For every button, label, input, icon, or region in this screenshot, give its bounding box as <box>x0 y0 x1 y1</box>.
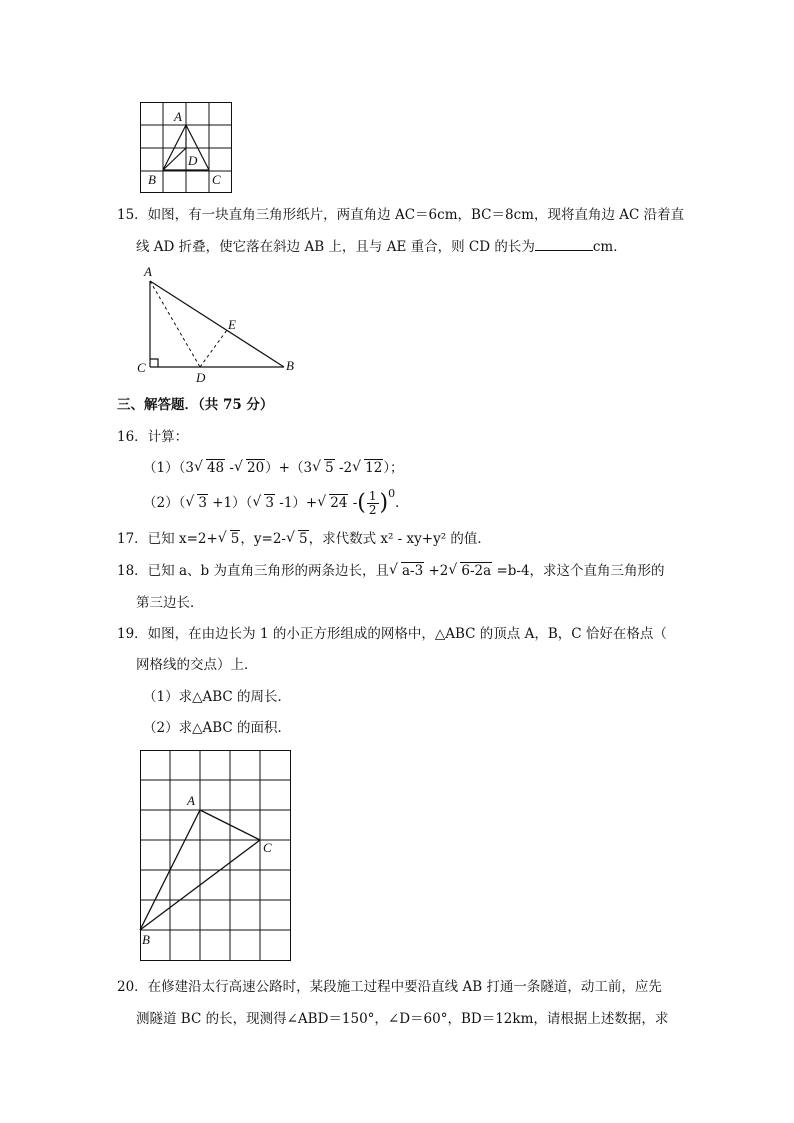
grid-figure-abc <box>140 750 292 962</box>
q16-i2-d: - <box>348 495 358 511</box>
q19-item2: （2）求△ABC 的面积． <box>143 720 292 736</box>
label-c: C <box>263 840 272 855</box>
q19-item1: （1）求△ABC 的周长． <box>143 689 292 705</box>
q17-c: ，求代数式 x² - xy+y² 的值． <box>308 531 491 547</box>
sqrt-6-2a: √ 6-2a <box>449 561 492 581</box>
q16-i1-e: ）； <box>383 460 404 476</box>
label-d: D <box>196 370 206 385</box>
q16-i1-c: ）+（3 <box>265 460 313 476</box>
label-c: C <box>137 360 146 375</box>
section-heading: 三、解答题．（共 75 分） <box>117 397 274 413</box>
triangle-acb <box>150 281 284 367</box>
sqrt-24: √ 24 <box>318 493 348 513</box>
fraction-half: $\frac{1}{2}$ <box>368 489 377 517</box>
q16-i2-a: （2）（ <box>143 495 186 511</box>
label-a: A <box>144 264 152 279</box>
q15-line2-text: 线 AD 折叠，使它落在斜边 AB 上，且与 AE 重合，则 CD 的长为 <box>136 239 535 255</box>
sqrt-5: √ 5 <box>313 458 335 478</box>
q19-line2: 网格线的交点）上． <box>136 657 258 673</box>
sqrt-48: √ 48 <box>195 458 225 478</box>
q19-line1: 19．如图，在由边长为 1 的小正方形组成的网格中，△ABC 的顶点 A，B，C 恰好在格点（ <box>117 626 667 642</box>
q18-line1 <box>117 561 665 581</box>
label-b: B <box>142 932 150 947</box>
q18-b: +2 <box>424 563 449 579</box>
sqrt-a-3: √ a-3 <box>390 561 424 581</box>
label-d: D <box>188 153 198 168</box>
q18-a: 18．已知 a、b 为直角三角形的两条边长，且 <box>117 563 389 579</box>
q16-title: 16．计算： <box>117 429 189 445</box>
q17 <box>117 529 491 549</box>
sqrt-5-x: √ 5 <box>219 529 241 549</box>
q18-c: =b-4，求这个直角三角形的 <box>492 563 665 579</box>
label-b: B <box>286 358 294 373</box>
label-e: E <box>228 317 236 332</box>
q18-line2: 第三边长． <box>136 595 204 611</box>
fold-triangle-figure <box>134 262 304 386</box>
label-a: A <box>187 793 195 808</box>
q16-item2: （2）（√ 3 +1）（√ 3 -1）+√ 24 -( $\frac{1}{2})^0$． <box>143 490 409 517</box>
label-b: B <box>148 172 156 187</box>
q16-i2-c: -1）+ <box>274 495 318 511</box>
q15-line1: 15．如图，有一块直角三角形纸片，两直角边 AC＝6cm，BC＝8cm，现将直角边 AC 沿着直 <box>117 207 685 223</box>
q20-line2: 测隧道 BC 的长，现测得∠ABD＝150°，∠D＝60°，BD＝12km，请根据上述数据，求 <box>136 1011 669 1027</box>
q16-i1-a: （1）（3 <box>143 460 194 476</box>
label-a: A <box>174 109 182 124</box>
sqrt-20: √ 20 <box>235 458 265 478</box>
q17-a: 17．已知 x=2+ <box>117 531 218 547</box>
grid-lines <box>140 750 291 961</box>
label-c: C <box>212 172 221 187</box>
q16-i1-d: -2 <box>334 460 353 476</box>
grid-figure-top <box>140 102 234 194</box>
q16-i1-b: - <box>225 460 234 476</box>
exponent-zero: 0 <box>388 487 396 500</box>
q15-line2-unit: cm． <box>592 239 627 255</box>
q20-line1: 20．在修建沿太行高速公路时，某段施工过程中要沿直线 AB 打通一条隧道，动工前，应先 <box>117 979 662 995</box>
answer-blank[interactable] <box>535 238 593 251</box>
sqrt-3b: √ 3 <box>253 493 275 513</box>
fold-lines <box>150 281 227 367</box>
sqrt-5-y: √ 5 <box>287 529 309 549</box>
sqrt-3a: √ 3 <box>186 493 208 513</box>
q17-b: ，y=2- <box>240 531 286 547</box>
q16-i2-b: +1）（ <box>207 495 253 511</box>
q16-item1 <box>143 458 404 478</box>
q16-i2-e: ． <box>395 495 409 511</box>
q15-line2 <box>136 237 627 257</box>
sqrt-12: √ 12 <box>353 458 383 478</box>
